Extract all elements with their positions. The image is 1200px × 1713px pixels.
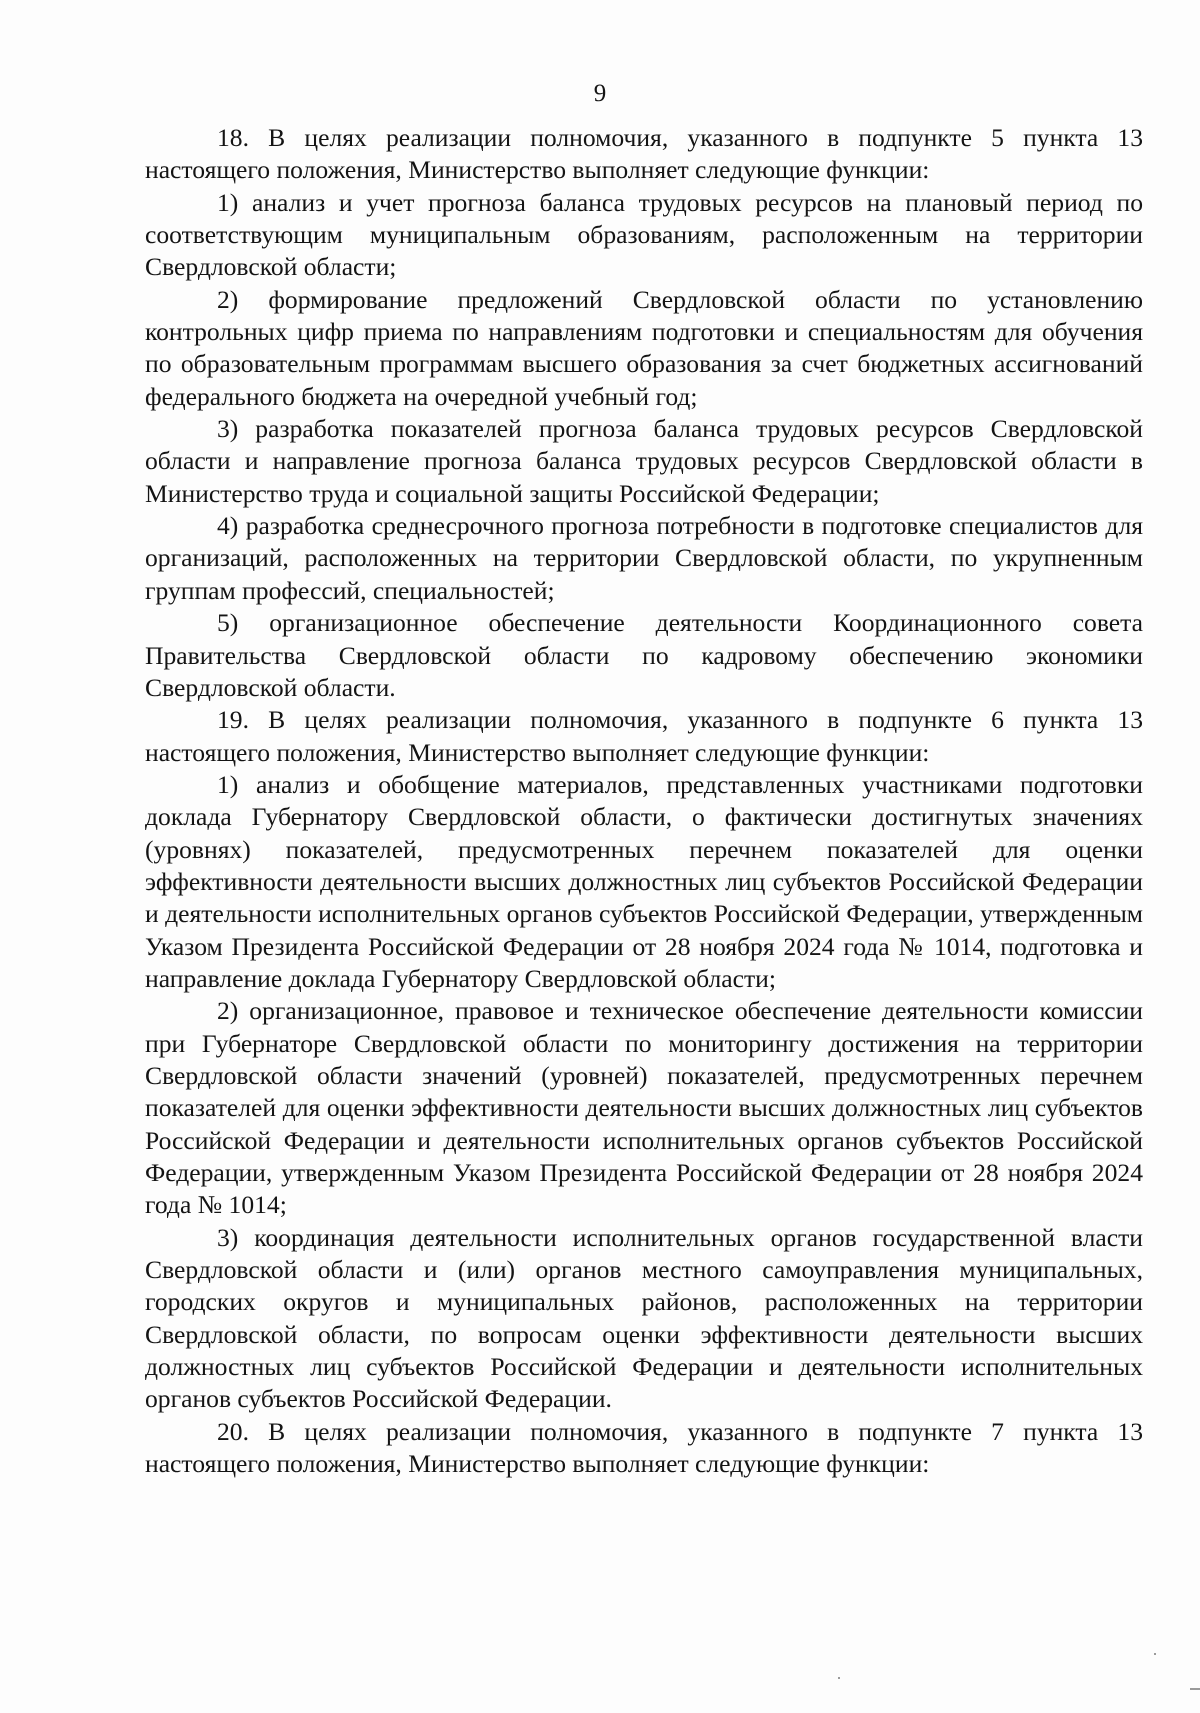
page-number: 9 — [593, 80, 607, 107]
paragraph-18-item-1: 1) анализ и учет прогноза баланса трудовых ресурсов на плановый период по соответствующим муниципальным образованиям, расположенным на территории Свердловской области; — [145, 187, 1143, 282]
document-body — [145, 122, 1143, 1480]
paragraph-19-item-1: 1) анализ и обобщение материалов, представленных участниками подготовки доклада Губернатору Свердловской области, о фактически достигнутых значениях (уровнях) показателей, предусмотренных перечнем показателей для оценки эффективности деятельности высших должностных лиц субъектов Российской Федерации и деятельности исполнительных органов субъектов Российской Федерации, утвержденным Указом Президента Российской Федерации от 28 ноября 2024 года № 1014, подготовка и направление доклада Губернатору Свердловской области; — [145, 769, 1143, 993]
paragraph-19-item-3: 3) координация деятельности исполнительных органов государственной власти Свердловской области и (или) органов местного самоуправления муниципальных, городских округов и муниципальных районов, расположенных на территории Свердловской области, по вопросам оценки эффективности деятельности высших должностных лиц субъектов Российской Федерации и деятельности исполнительных органов субъектов Российской Федерации. — [145, 1222, 1143, 1414]
scan-artifact — [1190, 1688, 1200, 1690]
paragraph-20: 20. В целях реализации полномочия, указанного в подпункте 7 пункта 13 настоящего положения, Министерство выполняет следующие функции: — [145, 1416, 1143, 1479]
paragraph-18-item-2: 2) формирование предложений Свердловской области по установлению контрольных цифр приема по направлениям подготовки и специальностям для обучения по образовательным программам высшего образования за счет бюджетных ассигнований федерального бюджета на очередной учебный год; — [145, 284, 1143, 411]
paragraph-18: 18. В целях реализации полномочия, указанного в подпункте 5 пункта 13 настоящего положения, Министерство выполняет следующие функции: — [145, 123, 1143, 185]
scan-artifact — [1154, 1653, 1156, 1655]
paragraph-18-item-4: 4) разработка среднесрочного прогноза потребности в подготовке специалистов для организаций, расположенных на территории Свердловской области, по укрупненным группам профессий, специальностей; — [145, 511, 1143, 605]
paragraph-19-item-2: 2) организационное, правовое и техническое обеспечение деятельности комиссии при Губернаторе Свердловской области по мониторингу достижения на территории Свердловской области значений (уровней) показателей, предусмотренных перечнем показателей для оценки эффективности деятельности высших должностных лиц субъектов Российской Федерации и деятельности исполнительных органов субъектов Российской Федерации, утвержденным Указом Президента Российской Федерации от 28 ноября 2024 года № 1014; — [145, 996, 1143, 1220]
paragraph-18-item-3: 3) разработка показателей прогноза баланса трудовых ресурсов Свердловской области и направление прогноза баланса трудовых ресурсов Свердловской области в Министерство труда и социальной защиты Российской Федерации; — [145, 414, 1143, 508]
paragraph-19: 19. В целях реализации полномочия, указанного в подпункте 6 пункта 13 настоящего положения, Министерство выполняет следующие функции: — [145, 705, 1143, 767]
paragraph-18-item-5: 5) организационное обеспечение деятельности Координационного совета Правительства Свердловской области по кадровому обеспечению экономики Свердловской области. — [145, 608, 1143, 702]
scan-artifact — [838, 1677, 840, 1679]
